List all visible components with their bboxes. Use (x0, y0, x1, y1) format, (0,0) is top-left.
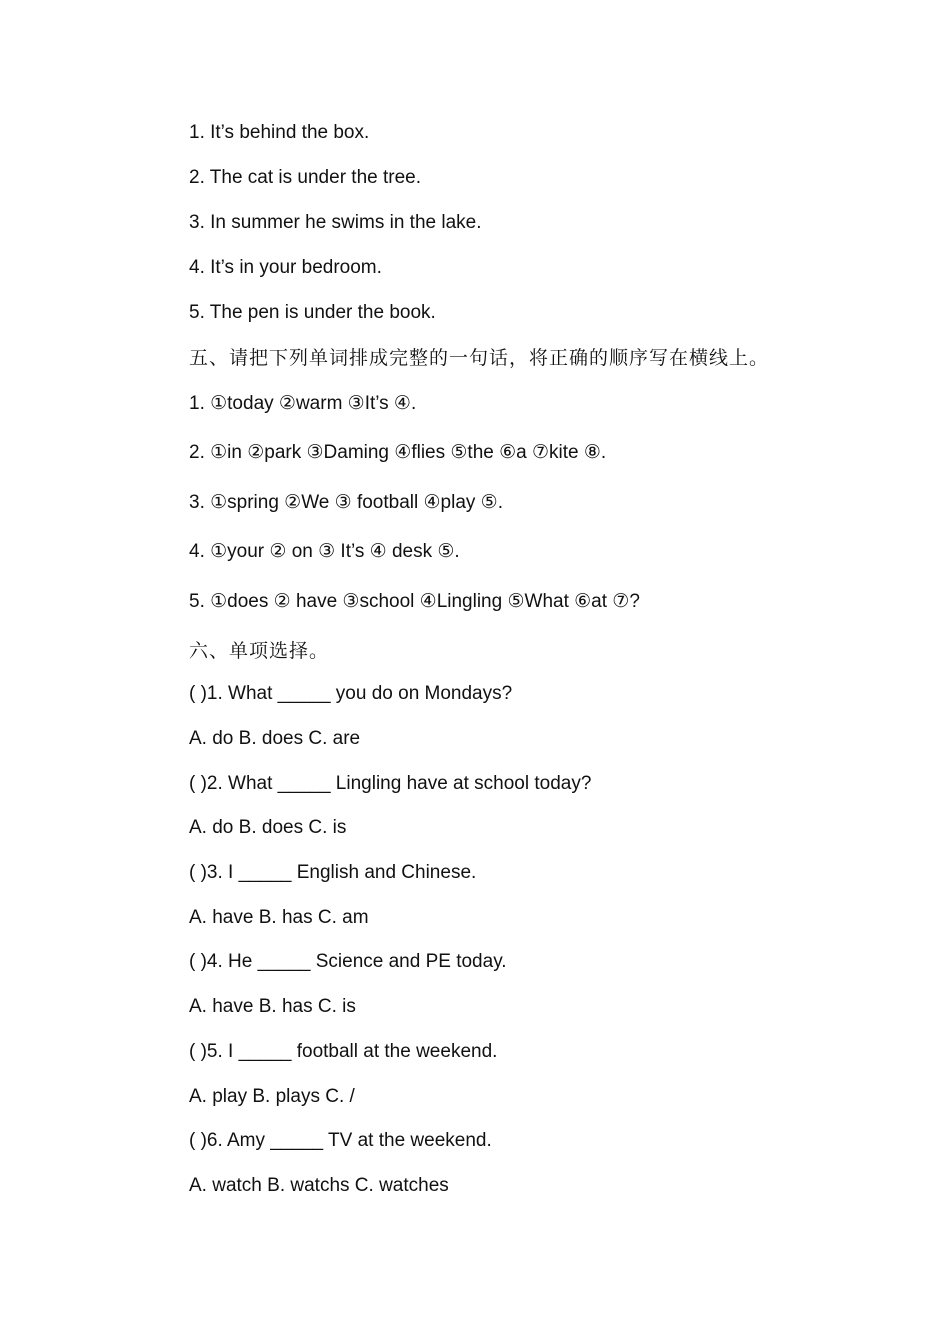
reorder-item-2: 2. ①in ②park ③Daming ④flies ⑤the ⑥a ⑦kite ⑧. (189, 442, 607, 463)
options-6: A. watch B. watchs C. watches (189, 1175, 449, 1196)
options-2: A. do B. does C. is (189, 817, 347, 838)
reorder-item-1: 1. ①today ②warm ③It’s ④. (189, 393, 417, 414)
options-4: A. have B. has C. is (189, 996, 356, 1017)
answer-line-1: 1. It’s behind the box. (189, 122, 370, 143)
question-3: ( )3. I _____ English and Chinese. (189, 862, 477, 883)
section6-heading: 六、单项选择。 (189, 640, 330, 662)
question-6: ( )6. Amy _____ TV at the weekend. (189, 1130, 492, 1151)
answer-line-5: 5. The pen is under the book. (189, 302, 436, 323)
reorder-item-5: 5. ①does ② have ③school ④Lingling ⑤What ⑥at ⑦? (189, 591, 640, 612)
section5-heading: 五、请把下列单词排成完整的一句话，将正确的顺序写在横线上。 (189, 347, 770, 369)
options-3: A. have B. has C. am (189, 907, 369, 928)
question-2: ( )2. What _____ Lingling have at school today? (189, 773, 592, 794)
answer-line-3: 3. In summer he swims in the lake. (189, 212, 482, 233)
question-1: ( )1. What _____ you do on Mondays? (189, 683, 513, 704)
answer-line-4: 4. It’s in your bedroom. (189, 257, 382, 278)
options-5: A. play B. plays C. / (189, 1086, 355, 1107)
question-5: ( )5. I _____ football at the weekend. (189, 1041, 498, 1062)
options-1: A. do B. does C. are (189, 728, 361, 749)
answer-line-2: 2. The cat is under the tree. (189, 167, 422, 188)
reorder-item-3: 3. ①spring ②We ③ football ④play ⑤. (189, 492, 503, 513)
question-4: ( )4. He _____ Science and PE today. (189, 951, 507, 972)
reorder-item-4: 4. ①your ② on ③ It’s ④ desk ⑤. (189, 541, 460, 562)
